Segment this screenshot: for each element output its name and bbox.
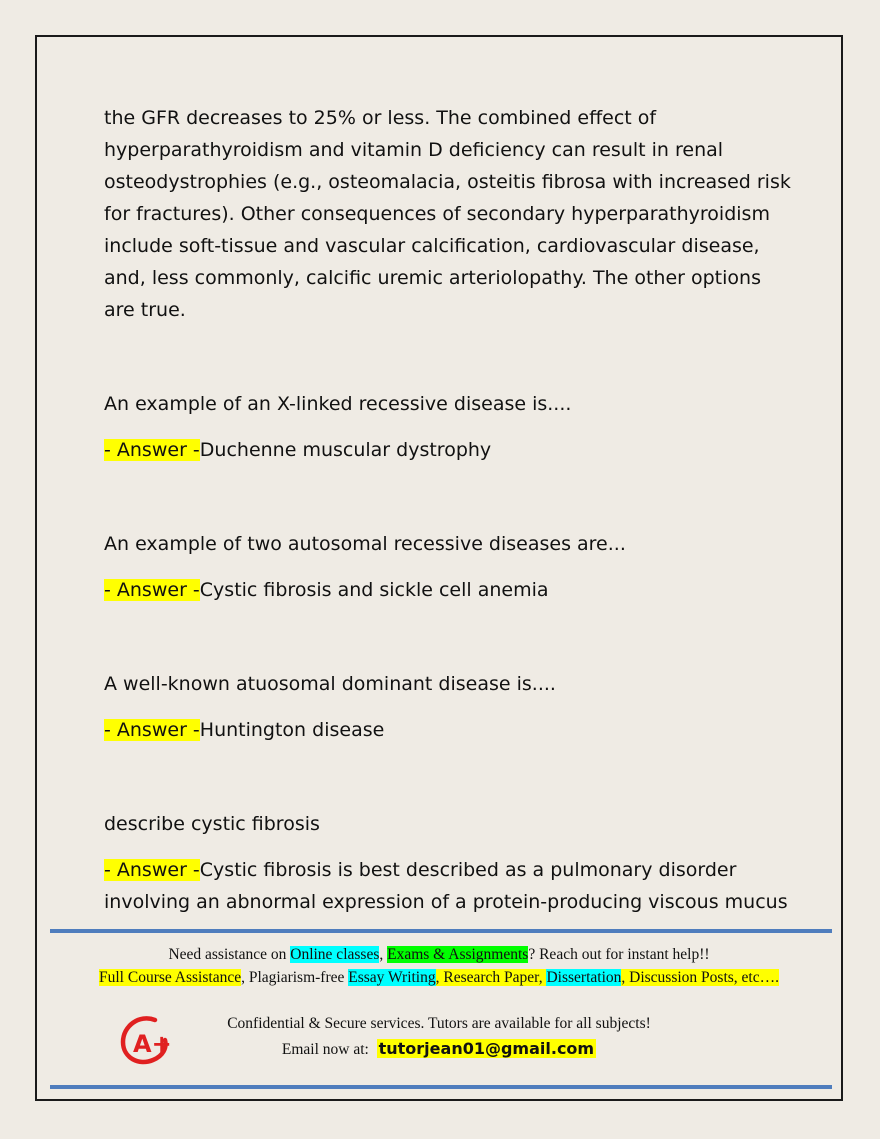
answer-text: Cystic fibrosis is best described as a pulmonary disorder (199, 859, 737, 881)
intro-line: are true. (104, 299, 186, 321)
intro-line: hyperparathyroidism and vitamin D deficiency can result in renal (104, 139, 724, 161)
footer-text: ? Reach out for instant help!! (528, 946, 710, 963)
answer-text: Huntington disease (199, 719, 385, 741)
answer-3 (104, 714, 794, 746)
footer-text: , Plagiarism-free (241, 969, 349, 986)
answer-label: - Answer - (104, 859, 200, 881)
email-link[interactable]: tutorjean01@gmail.com (378, 1039, 595, 1058)
footer-text: , (379, 946, 388, 963)
answer-text: Cystic fibrosis and sickle cell anemia (199, 579, 549, 601)
answer-4 (104, 854, 794, 918)
full-course-link[interactable]: Full Course Assistance (99, 969, 242, 986)
answer-2 (104, 574, 794, 606)
footer-line-3: Confidential & Secure services. Tutors are available for all subjects! (227, 1015, 651, 1032)
footer-top-rule (50, 929, 832, 933)
answer-text-continued: involving an abnormal expression of a protein-producing viscous mucus (104, 891, 788, 913)
footer-bottom-rule (50, 1085, 832, 1089)
answer-text: Duchenne muscular dystrophy (199, 439, 492, 461)
intro-line: and, less commonly, calcific uremic arteriolopathy. The other options (104, 267, 761, 289)
online-classes-link[interactable]: Online classes (290, 946, 380, 963)
answer-1 (104, 434, 794, 466)
research-paper-link[interactable]: , Research Paper, (435, 969, 547, 986)
question-1: An example of an X-linked recessive disease is.... (104, 393, 572, 415)
intro-paragraph (104, 102, 794, 326)
intro-line: the GFR decreases to 25% or less. The combined effect of (104, 107, 657, 129)
footer-line-2 (37, 969, 841, 987)
logo-text: A+ (133, 1030, 172, 1058)
answer-label: - Answer - (104, 579, 200, 601)
question-4: describe cystic fibrosis (104, 813, 320, 835)
email-label: Email now at: (281, 1041, 369, 1058)
answer-label: - Answer - (104, 439, 200, 461)
footer-text: Need assistance on (168, 946, 291, 963)
question-3: A well-known atuosomal dominant disease is.... (104, 673, 556, 695)
question-2: An example of two autosomal recessive diseases are... (104, 533, 626, 555)
answer-label: - Answer - (104, 719, 200, 741)
intro-line: include soft-tissue and vascular calcification, cardiovascular disease, (104, 235, 760, 257)
essay-writing-link[interactable]: Essay Writing (348, 969, 436, 986)
exams-assignments-link[interactable]: Exams & Assignments (387, 946, 529, 963)
footer-line-4 (37, 1039, 841, 1059)
dissertation-link[interactable]: Dissertation (546, 969, 622, 986)
intro-line: for fractures). Other consequences of secondary hyperparathyroidism (104, 203, 770, 225)
discussion-posts-link[interactable]: , Discussion Posts, etc…. (621, 969, 779, 986)
document-body (104, 102, 794, 918)
footer-line-1 (37, 946, 841, 964)
intro-line: osteodystrophies (e.g., osteomalacia, osteitis fibrosa with increased risk (104, 171, 791, 193)
